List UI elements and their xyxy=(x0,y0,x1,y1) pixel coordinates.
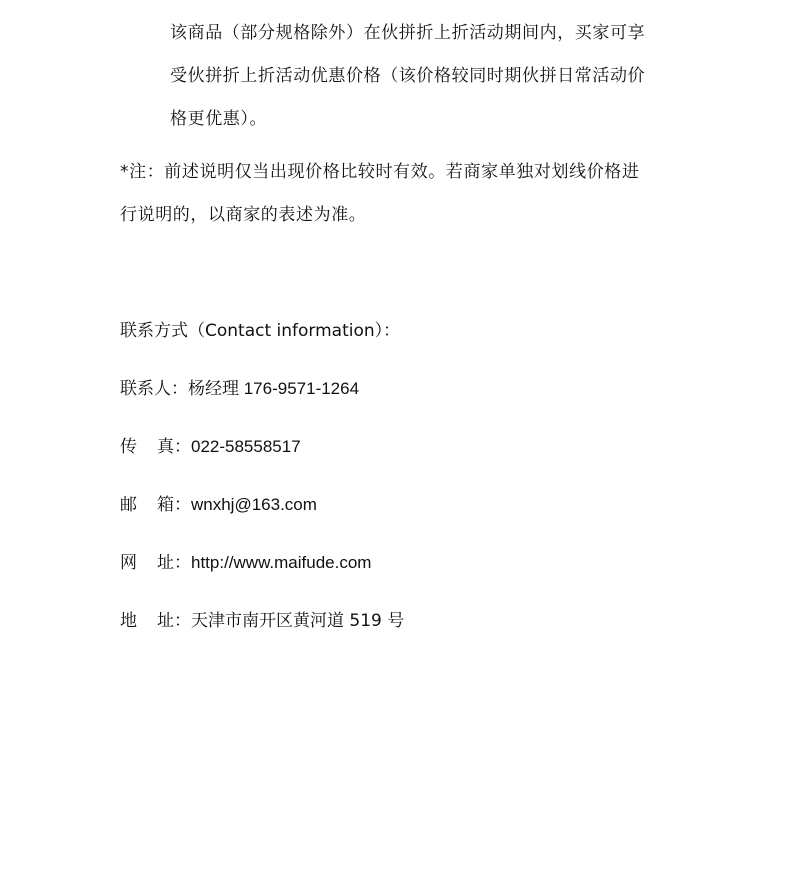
contact-person-line xyxy=(120,377,359,401)
note-paragraph xyxy=(120,151,690,237)
website-label-b: 址： xyxy=(157,553,191,573)
contact-heading: 联系方式（Contact information）： xyxy=(120,321,401,341)
offer-paragraph xyxy=(170,12,690,141)
address-line xyxy=(120,609,404,633)
fax-line xyxy=(120,435,301,459)
website-label-a: 网 xyxy=(120,553,157,573)
fax-label-a: 传 xyxy=(120,437,157,457)
address-label-a: 地 xyxy=(120,611,157,631)
email-label-a: 邮 xyxy=(120,495,157,515)
offer-line-2: 受伙拼折上折活动优惠价格（该价格较同时期伙拼日常活动价 xyxy=(170,66,646,86)
email-value[interactable]: wnxhj@163.com xyxy=(191,495,317,514)
email-line xyxy=(120,493,317,517)
website-value[interactable]: http://www.maifude.com xyxy=(191,553,372,572)
contact-person-label: 联系人： xyxy=(120,379,188,399)
offer-line-3: 格更优惠）。 xyxy=(170,109,268,129)
address-value: 天津市南开区黄河道 519 号 xyxy=(191,611,405,631)
fax-value: 022-58558517 xyxy=(191,437,301,456)
note-line-2: 行说明的，以商家的表述为准。 xyxy=(120,205,367,225)
address-label-b: 址： xyxy=(157,611,191,631)
note-line-1: *注：前述说明仅当出现价格比较时有效。若商家单独对划线价格进 xyxy=(120,162,640,182)
offer-line-1: 该商品（部分规格除外）在伙拼折上折活动期间内，买家可享 xyxy=(170,23,646,43)
contact-person-value: 杨经理 176-9571-1264 xyxy=(188,379,360,398)
fax-label-b: 真： xyxy=(157,437,191,457)
website-line xyxy=(120,551,371,575)
email-label-b: 箱： xyxy=(157,495,191,515)
